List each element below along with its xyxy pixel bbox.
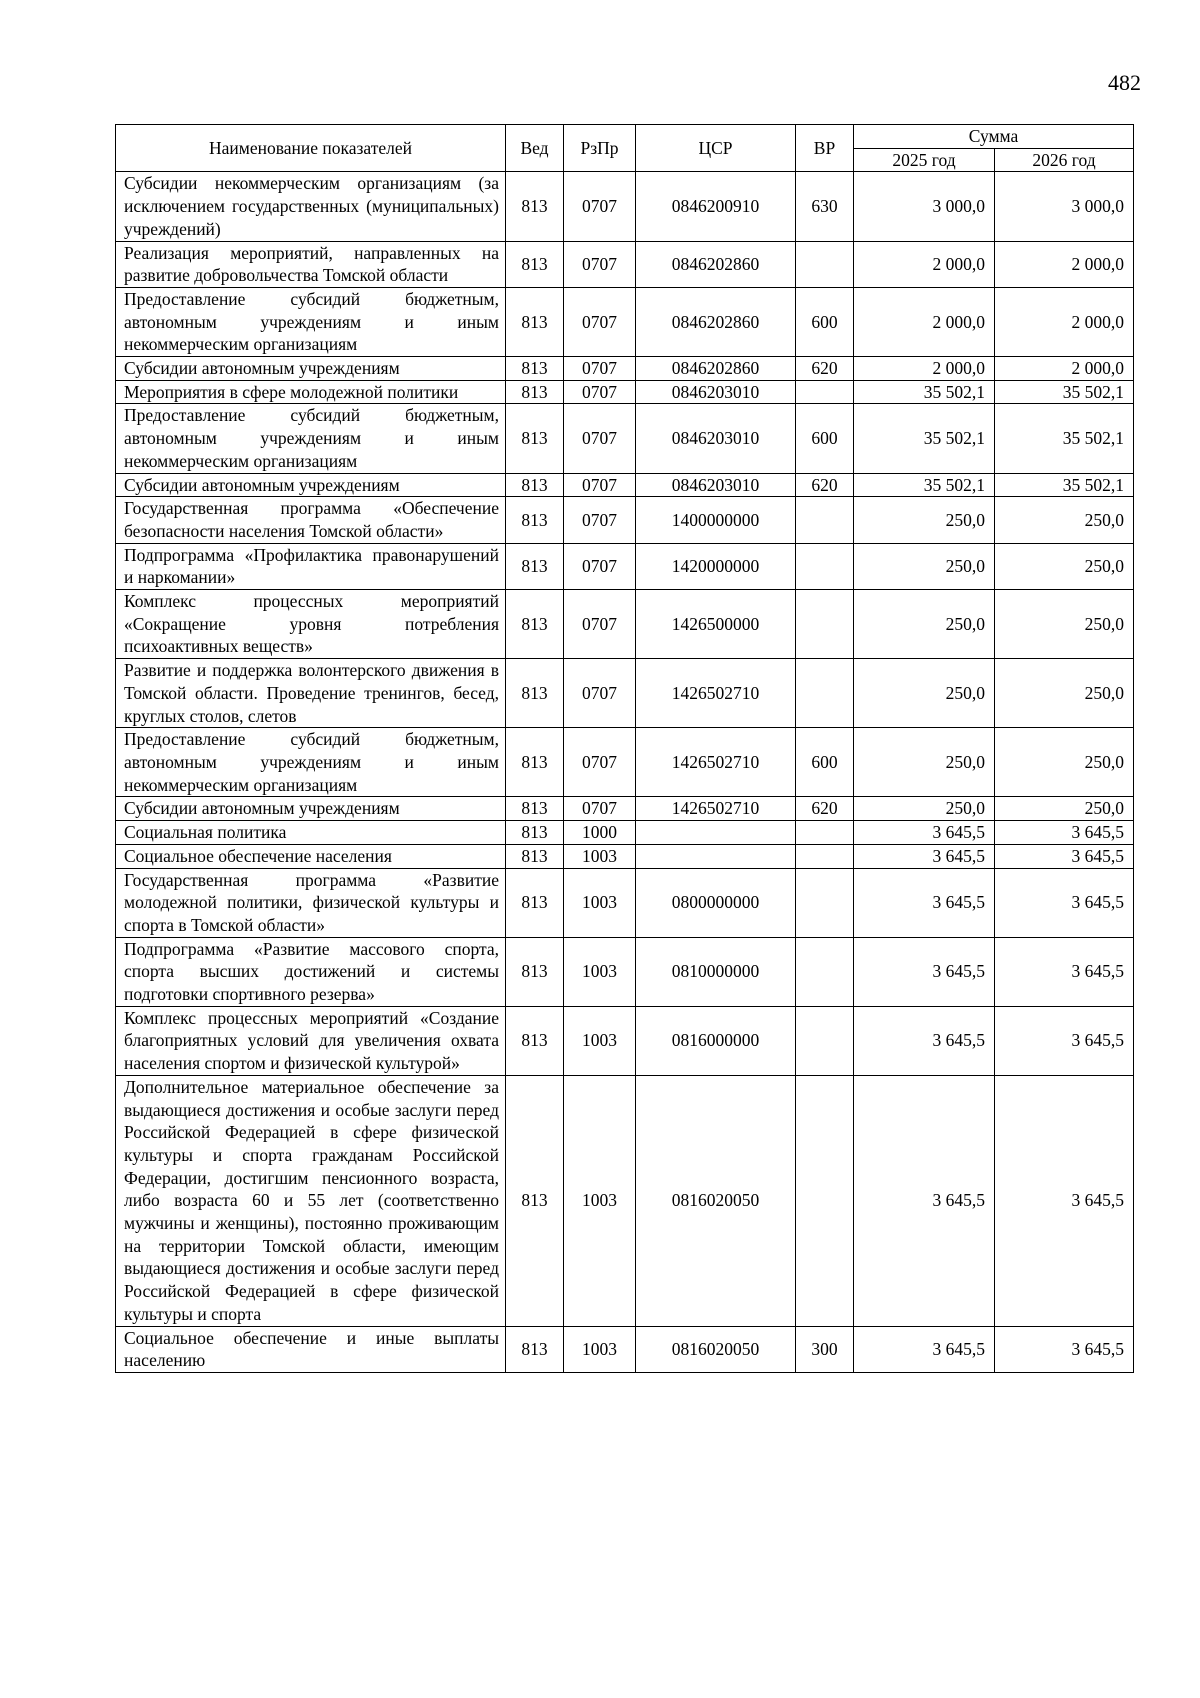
table-row	[116, 821, 1134, 845]
cell-rzpr: 0707	[564, 659, 636, 728]
cell-ved: 813	[506, 868, 564, 937]
header-rzpr: РзПр	[564, 125, 636, 172]
cell-sum-2025: 35 502,1	[854, 473, 995, 497]
cell-vr	[796, 868, 854, 937]
table-row	[116, 497, 1134, 543]
cell-csr: 0816020050	[636, 1075, 796, 1326]
cell-name: Подпрограмма «Развитие массового спорта, спорта высших достижений и системы подготовки спортивного резерва»	[116, 937, 506, 1006]
cell-sum-2025: 250,0	[854, 797, 995, 821]
cell-name: Субсидии некоммерческим организациям (за исключением государственных (муниципальных) учреждений)	[116, 172, 506, 241]
cell-ved: 813	[506, 1006, 564, 1075]
cell-name: Субсидии автономным учреждениям	[116, 473, 506, 497]
table-row	[116, 1006, 1134, 1075]
header-vr: ВР	[796, 125, 854, 172]
cell-sum-2026: 2 000,0	[995, 357, 1134, 381]
cell-ved: 813	[506, 357, 564, 381]
budget-table	[115, 124, 1134, 1373]
table-row	[116, 380, 1134, 404]
header-ved: Вед	[506, 125, 564, 172]
cell-sum-2026: 35 502,1	[995, 473, 1134, 497]
cell-name: Социальная политика	[116, 821, 506, 845]
page-number: 482	[1108, 70, 1141, 95]
header-year-2026: 2026 год	[995, 148, 1134, 172]
cell-rzpr: 1003	[564, 1006, 636, 1075]
cell-sum-2026: 3 000,0	[995, 172, 1134, 241]
cell-ved: 813	[506, 659, 564, 728]
cell-ved: 813	[506, 497, 564, 543]
cell-sum-2025: 3 000,0	[854, 172, 995, 241]
cell-csr: 0846203010	[636, 473, 796, 497]
cell-sum-2026: 35 502,1	[995, 380, 1134, 404]
cell-vr	[796, 590, 854, 659]
cell-rzpr: 0707	[564, 404, 636, 473]
cell-ved: 813	[506, 821, 564, 845]
header-name: Наименование показателей	[116, 125, 506, 172]
cell-sum-2025: 3 645,5	[854, 844, 995, 868]
cell-vr: 620	[796, 473, 854, 497]
cell-rzpr: 1003	[564, 844, 636, 868]
cell-sum-2026: 3 645,5	[995, 844, 1134, 868]
cell-csr: 1420000000	[636, 543, 796, 589]
cell-sum-2025: 3 645,5	[854, 1326, 995, 1372]
cell-sum-2026: 3 645,5	[995, 1006, 1134, 1075]
cell-rzpr: 0707	[564, 590, 636, 659]
cell-name: Мероприятия в сфере молодежной политики	[116, 380, 506, 404]
cell-csr: 1400000000	[636, 497, 796, 543]
cell-sum-2026: 3 645,5	[995, 1326, 1134, 1372]
cell-csr: 1426500000	[636, 590, 796, 659]
cell-vr	[796, 497, 854, 543]
cell-ved: 813	[506, 590, 564, 659]
cell-sum-2025: 3 645,5	[854, 1075, 995, 1326]
cell-csr: 0816000000	[636, 1006, 796, 1075]
cell-sum-2026: 2 000,0	[995, 287, 1134, 356]
cell-csr: 0846203010	[636, 404, 796, 473]
cell-vr	[796, 543, 854, 589]
table-row	[116, 728, 1134, 797]
cell-csr: 1426502710	[636, 659, 796, 728]
cell-name: Социальное обеспечение населения	[116, 844, 506, 868]
table-row	[116, 241, 1134, 287]
cell-csr: 0846202860	[636, 287, 796, 356]
cell-sum-2026: 250,0	[995, 543, 1134, 589]
cell-csr: 0816020050	[636, 1326, 796, 1372]
cell-vr	[796, 659, 854, 728]
table-row	[116, 287, 1134, 356]
cell-rzpr: 1003	[564, 1326, 636, 1372]
cell-sum-2025: 250,0	[854, 497, 995, 543]
cell-vr	[796, 1075, 854, 1326]
cell-name: Государственная программа «Обеспечение безопасности населения Томской области»	[116, 497, 506, 543]
cell-rzpr: 0707	[564, 473, 636, 497]
cell-ved: 813	[506, 1075, 564, 1326]
cell-name: Предоставление субсидий бюджетным, автономным учреждениям и иным некоммерческим организациям	[116, 287, 506, 356]
table-row	[116, 1075, 1134, 1326]
cell-vr: 620	[796, 797, 854, 821]
cell-name: Комплекс процессных мероприятий «Создание благоприятных условий для увеличения охвата населения спортом и физической культурой»	[116, 1006, 506, 1075]
cell-csr: 0800000000	[636, 868, 796, 937]
cell-ved: 813	[506, 728, 564, 797]
cell-rzpr: 1003	[564, 868, 636, 937]
cell-name: Субсидии автономным учреждениям	[116, 797, 506, 821]
cell-sum-2025: 3 645,5	[854, 937, 995, 1006]
cell-name: Развитие и поддержка волонтерского движения в Томской области. Проведение тренингов, бесед, круглых столов, слетов	[116, 659, 506, 728]
cell-vr	[796, 241, 854, 287]
table-row	[116, 473, 1134, 497]
table-row	[116, 868, 1134, 937]
cell-rzpr: 1003	[564, 1075, 636, 1326]
cell-name: Предоставление субсидий бюджетным, автономным учреждениям и иным некоммерческим организациям	[116, 404, 506, 473]
cell-sum-2025: 250,0	[854, 543, 995, 589]
cell-ved: 813	[506, 937, 564, 1006]
cell-sum-2026: 250,0	[995, 728, 1134, 797]
cell-csr: 1426502710	[636, 728, 796, 797]
cell-vr	[796, 937, 854, 1006]
cell-sum-2025: 2 000,0	[854, 287, 995, 356]
cell-sum-2025: 2 000,0	[854, 357, 995, 381]
cell-rzpr: 0707	[564, 797, 636, 821]
cell-rzpr: 1003	[564, 937, 636, 1006]
cell-vr: 600	[796, 728, 854, 797]
cell-csr: 1426502710	[636, 797, 796, 821]
cell-csr	[636, 844, 796, 868]
cell-rzpr: 0707	[564, 728, 636, 797]
cell-ved: 813	[506, 404, 564, 473]
cell-sum-2025: 3 645,5	[854, 1006, 995, 1075]
cell-vr: 600	[796, 287, 854, 356]
cell-sum-2025: 3 645,5	[854, 868, 995, 937]
cell-rzpr: 0707	[564, 497, 636, 543]
cell-sum-2026: 3 645,5	[995, 937, 1134, 1006]
cell-rzpr: 0707	[564, 287, 636, 356]
cell-vr: 300	[796, 1326, 854, 1372]
cell-sum-2025: 250,0	[854, 659, 995, 728]
table-row	[116, 659, 1134, 728]
cell-ved: 813	[506, 473, 564, 497]
table-row	[116, 844, 1134, 868]
cell-csr: 0846202860	[636, 357, 796, 381]
cell-csr	[636, 821, 796, 845]
cell-csr: 0810000000	[636, 937, 796, 1006]
cell-sum-2026: 3 645,5	[995, 821, 1134, 845]
table-row	[116, 590, 1134, 659]
cell-vr: 630	[796, 172, 854, 241]
cell-sum-2025: 2 000,0	[854, 241, 995, 287]
cell-rzpr: 0707	[564, 357, 636, 381]
cell-sum-2026: 2 000,0	[995, 241, 1134, 287]
cell-rzpr: 0707	[564, 543, 636, 589]
cell-vr	[796, 844, 854, 868]
cell-csr: 0846203010	[636, 380, 796, 404]
table-row	[116, 1326, 1134, 1372]
cell-sum-2025: 35 502,1	[854, 380, 995, 404]
cell-vr: 620	[796, 357, 854, 381]
cell-rzpr: 0707	[564, 380, 636, 404]
cell-sum-2026: 250,0	[995, 497, 1134, 543]
cell-sum-2026: 250,0	[995, 659, 1134, 728]
cell-ved: 813	[506, 1326, 564, 1372]
cell-vr	[796, 380, 854, 404]
table-row	[116, 543, 1134, 589]
cell-ved: 813	[506, 172, 564, 241]
cell-name: Дополнительное материальное обеспечение за выдающиеся достижения и особые заслуги перед Российской Федерацией в сфере физической культуры и спорта гражданам Российской Федерации, достигшим пенсионного возраста, либо возраста 60 и 55 лет (соответственно мужчины и женщины), постоянно проживающим на территории Томской области, имеющим выдающиеся достижения и особые заслуги перед Российской Федерацией в сфере физической культуры и спорта	[116, 1075, 506, 1326]
cell-vr: 600	[796, 404, 854, 473]
table-row	[116, 172, 1134, 241]
cell-rzpr: 0707	[564, 241, 636, 287]
cell-vr	[796, 821, 854, 845]
cell-name: Социальное обеспечение и иные выплаты населению	[116, 1326, 506, 1372]
table-body	[116, 172, 1134, 1373]
table-row	[116, 404, 1134, 473]
cell-ved: 813	[506, 543, 564, 589]
cell-ved: 813	[506, 380, 564, 404]
cell-name: Государственная программа «Развитие молодежной политики, физической культуры и спорта в Томской области»	[116, 868, 506, 937]
cell-ved: 813	[506, 797, 564, 821]
header-sum: Сумма	[854, 125, 1134, 149]
cell-sum-2026: 3 645,5	[995, 1075, 1134, 1326]
cell-vr	[796, 1006, 854, 1075]
cell-sum-2025: 250,0	[854, 590, 995, 659]
cell-sum-2025: 3 645,5	[854, 821, 995, 845]
cell-sum-2025: 35 502,1	[854, 404, 995, 473]
cell-rzpr: 1000	[564, 821, 636, 845]
table-header	[116, 125, 1134, 172]
cell-sum-2026: 250,0	[995, 797, 1134, 821]
table-row	[116, 357, 1134, 381]
cell-name: Реализация мероприятий, направленных на развитие добровольчества Томской области	[116, 241, 506, 287]
cell-name: Подпрограмма «Профилактика правонарушений и наркомании»	[116, 543, 506, 589]
cell-name: Комплекс процессных мероприятий «Сокращение уровня потребления психоактивных веществ»	[116, 590, 506, 659]
header-year-2025: 2025 год	[854, 148, 995, 172]
table-row	[116, 937, 1134, 1006]
cell-ved: 813	[506, 844, 564, 868]
cell-name: Предоставление субсидий бюджетным, автономным учреждениям и иным некоммерческим организациям	[116, 728, 506, 797]
cell-sum-2026: 3 645,5	[995, 868, 1134, 937]
cell-csr: 0846200910	[636, 172, 796, 241]
table-row	[116, 797, 1134, 821]
cell-rzpr: 0707	[564, 172, 636, 241]
header-csr: ЦСР	[636, 125, 796, 172]
cell-ved: 813	[506, 287, 564, 356]
cell-sum-2026: 35 502,1	[995, 404, 1134, 473]
cell-sum-2026: 250,0	[995, 590, 1134, 659]
cell-name: Субсидии автономным учреждениям	[116, 357, 506, 381]
cell-csr: 0846202860	[636, 241, 796, 287]
cell-ved: 813	[506, 241, 564, 287]
cell-sum-2025: 250,0	[854, 728, 995, 797]
